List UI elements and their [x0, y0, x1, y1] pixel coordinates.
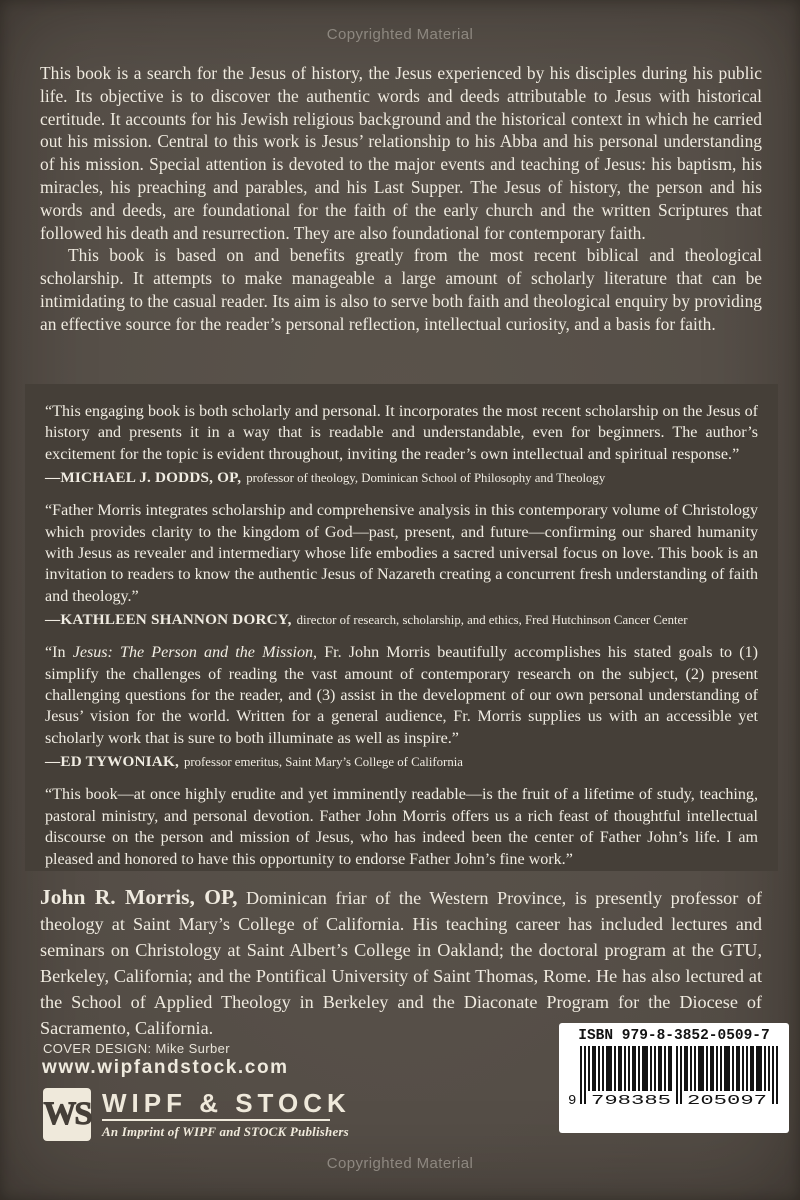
barcode-bars-svg: [566, 1046, 782, 1106]
barcode-digit-left: 9: [568, 1093, 577, 1106]
endorsement-quote: “This engaging book is both scholarly and personal. It incorporates the most recent scholarship on the Jesus of history and presents it in a way that is readable and understandable, even for beginners. The author’s excitement for the topic is evident throughout, inviting the reader’s own intellectual and spiritual response.”: [45, 403, 758, 463]
endorsement-blurb: [45, 500, 758, 629]
endorsement-blurb: [45, 401, 758, 487]
barcode-digit-group1: 798385: [591, 1093, 671, 1106]
author-name: John R. Morris, OP,: [40, 885, 238, 909]
book-title-italic: Jesus: The Person and the Mission: [72, 644, 314, 662]
imprint-tagline: An Imprint of WIPF and STOCK Publishers: [102, 1124, 349, 1139]
isbn-label: ISBN 979-8-3852-0509-7: [578, 1028, 770, 1044]
quote-prefix: “In: [45, 644, 73, 662]
endorser-name: —KATHLEEN SHANNON DORCY,: [45, 611, 292, 629]
synopsis-paragraph-2: This book is based on and benefits greatly from the most recent biblical and theological scholarship. It attempts to make manageable a large amount of scholarly literature that can be intimidating to the casual reader. Its aim is also to serve both faith and theological enquiry by providing an effective source for the reader’s personal reflection, intellectual curiosity, and a basis for faith.: [40, 245, 762, 334]
endorsement-attribution: [45, 469, 758, 487]
endorsement-quote: “This book—at once highly erudite and yet imminently readable—is the fruit of a lifetime of study, teaching, pastoral ministry, and personal devotion. Father John Morris offers us a rich feast of thoughtful intellectual discourse on the person and mission of Jesus, who has indeed been the center of Father John’s life. I am pleased and honored to have this opportunity to endorse Father John’s fine work.”: [45, 786, 758, 868]
ws-monogram-letters: WS: [43, 1096, 91, 1132]
isbn-barcode: [559, 1023, 789, 1133]
publisher-logo: [45, 1090, 351, 1140]
author-bio: [40, 884, 762, 1041]
cover-design-credit: COVER DESIGN: Mike Surber: [43, 1041, 230, 1056]
logo-divider: [102, 1119, 330, 1121]
publisher-name: WIPF & STOCK: [102, 1088, 351, 1118]
synopsis-paragraph-1: This book is a search for the Jesus of history, the Jesus experienced by his disciples during his public life. Its objective is to discover the authentic words and deeds attributable to Jesus with historical certitude. It accounts for his Jewish religious background and the historical context in which he carried out his mission. Central to this work is Jesus’ relationship to his Abba and his personal understanding of his mission. Special attention is devoted to the major events and teaching of Jesus: his baptism, his miracles, his preaching and parables, and his Last Supper. The Jesus of history, the person and his words and deeds, are foundational for the faith of the early church and the written Scriptures that followed his death and resurrection. They are also foundational for contemporary faith.: [40, 63, 762, 243]
publisher-website: www.wipfandstock.com: [42, 1057, 289, 1078]
quote-body: , Fr. John Morris beautifully accomplishes his stated goals to (1) simplify the challenges of reading the vast amount of contemporary research on the subject, (2) present challenging questions for the reader, and (3) assist in the development of our own personal understanding of Jesus’ vision for the world. Written for a general audience, Fr. Morris supplies us with an accessible yet scholarly work that is sure to both illuminate as well as inspire.”: [45, 644, 758, 747]
endorser-name: —ED TYWONIAK,: [45, 753, 179, 771]
endorsements-panel: [25, 384, 778, 871]
endorser-role: director of research, scholarship, and ethics, Fred Hutchinson Cancer Center: [296, 613, 688, 628]
endorsement-blurb: [45, 784, 758, 871]
copyright-bottom-label: Copyrighted Material: [326, 1155, 474, 1172]
barcode-bars-icon: [559, 1046, 789, 1106]
endorsement-attribution: [45, 753, 758, 771]
barcode-digit-group2: 205097: [687, 1093, 767, 1106]
endorsement-blurb: [45, 642, 758, 771]
endorsement-quote: [45, 642, 758, 749]
author-bio-text: Dominican friar of the Western Province, is presently professor of theology at Saint Mary’s College of California. His teaching career has included lectures and seminars on Christology at Saint Albert’s College in Oakland; the doctoral program at the GTU, Berkeley, California; and the Pontifical University of Saint Thomas, Rome. He has also lectured at the School of Applied Theology in Berkeley and the Diaconate Program for the Diocese of Sacramento, California.: [40, 888, 762, 1038]
synopsis-section: [40, 62, 762, 336]
publisher-logo-text: [102, 1090, 351, 1140]
copyright-top-label: Copyrighted Material: [326, 26, 474, 43]
endorsement-quote: “Father Morris integrates scholarship and comprehensive analysis in this contemporary volume of Christology which provides clarity to the kingdom of God—past, present, and future—confirming our shared humanity with Jesus as revealer and intermediary whose life embodies a sacred universal focus on love. This book is an invitation to readers to know the authentic Jesus of Nazareth creating a concurrent fresh understanding of faith and theology.”: [45, 502, 758, 605]
endorser-name: —MICHAEL J. DODDS, OP,: [45, 469, 242, 487]
endorser-role: professor emeritus, Saint Mary’s College of California: [183, 755, 463, 770]
endorser-role: professor of theology, Dominican School of Philosophy and Theology: [246, 471, 606, 486]
ws-monogram-icon: [45, 1090, 89, 1139]
endorsement-attribution: [45, 611, 758, 629]
